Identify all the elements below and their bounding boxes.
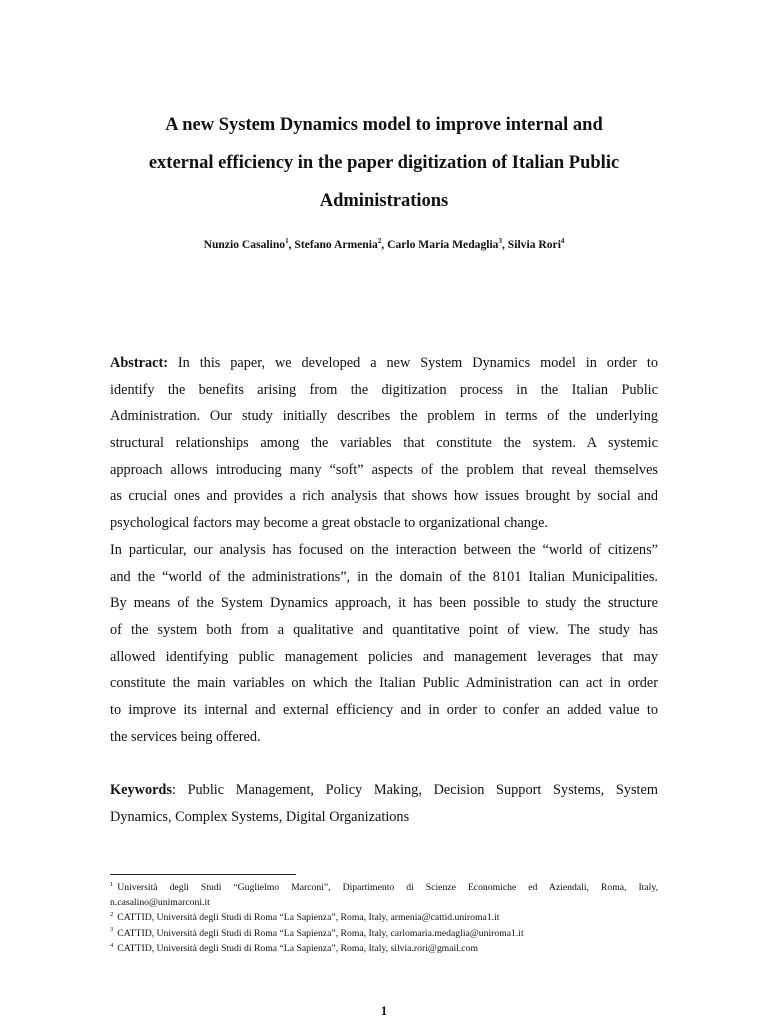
keywords-line (110, 777, 658, 804)
footnote-line (110, 910, 658, 925)
author-affiliation-mark: 4 (560, 237, 565, 246)
author-separator: , (501, 238, 508, 251)
abstract-line: the services being offered. (110, 728, 261, 745)
footnote-line: n.casalino@unimarconi.it (110, 897, 210, 909)
footnote-line (110, 941, 658, 956)
footnote-mark: 2 (110, 911, 114, 919)
title-line: external efficiency in the paper digitization of Italian Public (148, 153, 620, 173)
author-name: Silvia Rori (507, 238, 561, 251)
footnote-text: CATTID, Università degli Studi di Roma “La Sapienza”, Roma, Italy, armenia@cattid.uniroma1.it (117, 912, 500, 924)
author-name: Carlo Maria Medaglia (387, 238, 499, 251)
author-separator: , (288, 238, 295, 251)
author-affiliation-mark: 1 (285, 237, 289, 246)
abstract-line: identify the benefits arising from the digitization process in the Italian Public (110, 381, 658, 398)
footnote-mark: 1 (110, 880, 114, 888)
abstract-line: and the “world of the administrations”, in the domain of the 8101 Italian Municipalities. (110, 568, 658, 585)
author-affiliation-mark: 3 (498, 237, 502, 246)
footnote-text: CATTID, Università degli Studi di Roma “La Sapienza”, Roma, Italy, carlomaria.medaglia@uniroma1.it (117, 927, 524, 939)
abstract-line: constitute the main variables on which the Italian Public Administration can act in order (110, 675, 658, 692)
keywords-label: Keywords (110, 782, 172, 798)
author-affiliation-mark: 2 (377, 237, 382, 246)
abstract-line: approach allows introducing many “soft” aspects of the problem that reveal themselves (110, 461, 658, 478)
abstract-line: Administration. Our study initially describes the problem in terms of the underlying (110, 408, 658, 425)
abstract (110, 350, 658, 750)
abstract-line: structural relationships among the variables that constitute the system. A systemic (110, 435, 658, 452)
keywords-line: Dynamics, Complex Systems, Digital Organizations (110, 808, 410, 825)
abstract-line: In particular, our analysis has focused on the interaction between the “world of citizens” (110, 541, 658, 558)
abstract-line: allowed identifying public management policies and management leverages that may (110, 648, 658, 665)
footnote-divider (110, 874, 296, 875)
author-list (80, 237, 688, 253)
abstract-line: of the system both from a qualitative and quantitative point of view. The study has (110, 621, 658, 638)
author-name: Stefano Armenia (294, 238, 378, 251)
paper-title (100, 106, 668, 220)
footnote-text: CATTID, Università degli Studi di Roma “La Sapienza”, Roma, Italy, silvia.rori@gmail.com (117, 942, 478, 954)
footnote-line (110, 880, 658, 895)
author-separator: , (381, 238, 388, 251)
abstract-line: By means of the System Dynamics approach, it has been possible to study the structure (110, 595, 658, 612)
footnote-mark: 4 (110, 941, 114, 949)
page-number: 1 (380, 1004, 388, 1018)
footnotes (110, 880, 658, 956)
abstract-line: as crucial ones and provides a rich analysis that shows how issues brought by social and (110, 488, 658, 505)
abstract-line: to improve its internal and external efficiency and in order to confer an added value to (110, 701, 658, 718)
footnote-mark: 3 (110, 926, 114, 934)
keywords (110, 777, 658, 830)
keywords-text: : Public Management, Policy Making, Decision Support Systems, System (171, 782, 658, 798)
abstract-line: psychological factors may become a great obstacle to organizational change. (110, 515, 548, 532)
footnote-line (110, 926, 658, 941)
abstract-label: Abstract: (110, 355, 168, 371)
abstract-line (110, 350, 658, 377)
title-line: A new System Dynamics model to improve internal and (165, 115, 603, 135)
author-name: Nunzio Casalino (203, 238, 286, 251)
abstract-text: In this paper, we developed a new System Dynamics model in order to (167, 355, 658, 371)
title-line: Administrations (319, 191, 449, 211)
footnote-text: Università degli Studi “Guglielmo Marconi”, Dipartimento di Scienze Economiche ed Aziendali, Roma, Italy, (117, 882, 658, 893)
